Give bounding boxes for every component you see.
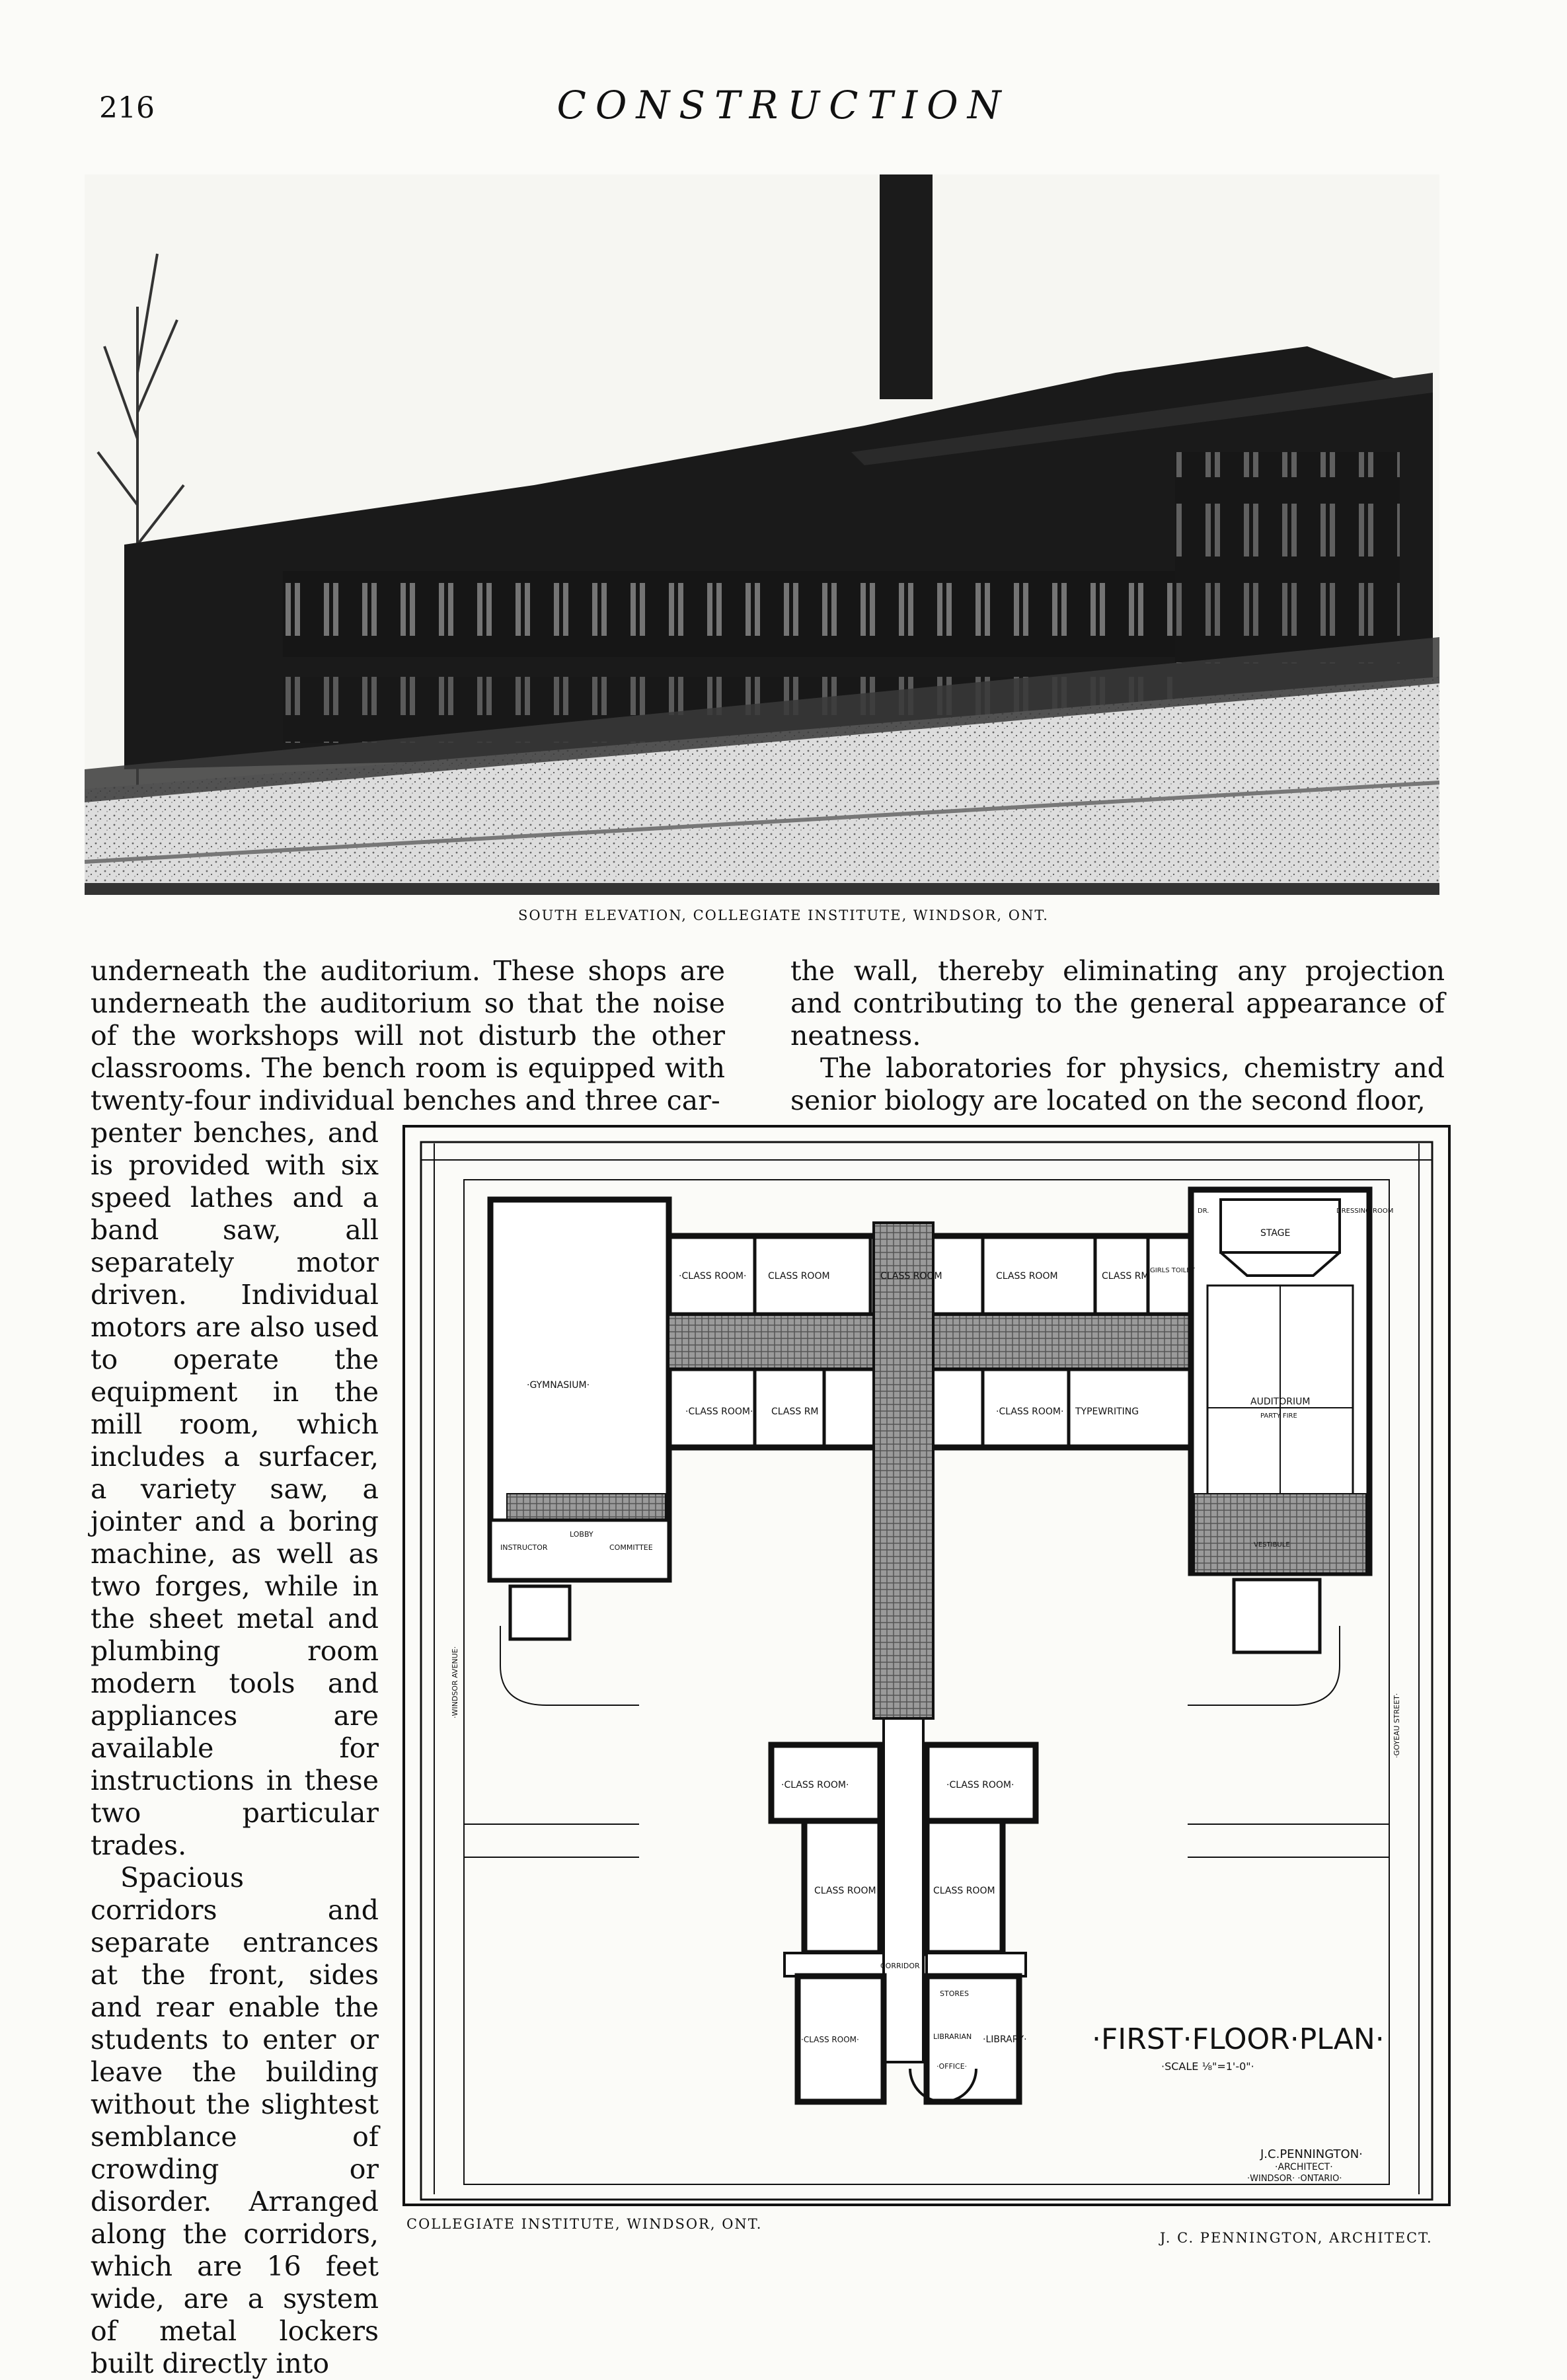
label-instructor: INSTRUCTOR [500, 1543, 548, 1552]
gymnasium-block [490, 1200, 669, 1639]
auditorium-block [1191, 1190, 1369, 1652]
chimney [880, 174, 933, 399]
label-girls-toilet: GIRLS TOILET [1150, 1267, 1195, 1274]
plan-caption-right: J. C. PENNINGTON, ARCHITECT. [1160, 2230, 1433, 2246]
plan-title: ·FIRST·FLOOR·PLAN· [1092, 2022, 1385, 2056]
label-lobby: LOBBY [570, 1530, 593, 1539]
running-head: CONSTRUCTION [556, 83, 1011, 128]
label-class-rm: CLASS RM [1102, 1271, 1149, 1282]
paragraph: underneath the auditorium. These shops are underneath the auditorium so that the noise of the workshops will not disturb the other classrooms. The bench room is equipped with twenty-four individual benches and three car- [91, 955, 725, 1116]
label-auditorium: AUDITORIUM [1250, 1397, 1311, 1407]
label-dressing: DRESSING ROOM [1336, 1208, 1394, 1215]
page-number: 216 [99, 91, 155, 125]
label-auditorium-sub: PARTY FIRE [1260, 1412, 1297, 1420]
first-floor-plan [401, 1124, 1452, 2207]
label-classroom: CLASS ROOM [933, 1886, 995, 1896]
label-street-left: ·WINDSOR AVENUE· [451, 1646, 459, 1718]
article-text-right-top [790, 955, 1445, 1117]
label-office: ·OFFICE· [936, 2062, 968, 2071]
label-classroom: ·CLASS ROOM· [781, 1780, 849, 1790]
label-corridor: CORRIDOR [880, 1962, 920, 1970]
label-classroom: CLASS ROOM [996, 1271, 1058, 1282]
label-street-right: ·GOYEAU STREET· [1393, 1693, 1401, 1758]
label-gymnasium: ·GYMNASIUM· [527, 1380, 590, 1391]
photo-caption: SOUTH ELEVATION, COLLEGIATE INSTITUTE, WINDSOR, ONT. [518, 907, 1049, 923]
plan-scale: ·SCALE ⅛"=1'-0"· [1161, 2060, 1254, 2073]
label-classroom: CLASS ROOM [814, 1886, 876, 1896]
label-classroom: ·CLASS ROOM· [946, 1780, 1014, 1790]
article-text-left-top [91, 955, 725, 1117]
plan-architect-name: J.C.PENNINGTON· [1260, 2147, 1363, 2161]
paragraph: the wall, thereby eliminating any projection and contributing to the general appearance of neatness. [790, 955, 1445, 1052]
paragraph: penter benches, and is provided with six speed lathes and a band saw, all separately motor driven. Individual motors are also used to operate the equipment in the mill room, which includes a surfacer, a variety saw, a jointer and a boring machine, as well as two forges, while in the sheet metal and plumbing room modern tools and appliances are available for instructions in these two particular trades. [91, 1117, 379, 1861]
label-classroom: ·CLASS ROOM· [685, 1406, 753, 1417]
label-classroom: CLASS ROOM [880, 1271, 942, 1282]
label-library: ·LIBRARY· [983, 2034, 1027, 2045]
label-stage: STAGE [1260, 1228, 1291, 1239]
label-librarian: LIBRARIAN [933, 2032, 972, 2041]
paragraph: The laboratories for physics, chemistry and senior biology are located on the second floor, [790, 1052, 1445, 1116]
label-classroom: ·CLASS ROOM· [801, 2035, 859, 2044]
plan-caption-left: COLLEGIATE INSTITUTE, WINDSOR, ONT. [406, 2216, 763, 2232]
plan-architect-city: ·WINDSOR· ·ONTARIO· [1247, 2174, 1342, 2184]
label-vestibule: VESTIBULE [1254, 1541, 1290, 1549]
label-classroom: ·CLASS ROOM· [679, 1271, 747, 1282]
label-dressing-2: DR. [1198, 1208, 1209, 1215]
paragraph: Spacious corridors and separate entrances at the front, sides and rear enable the students to enter or leave the building without the slightest semblance of crowding or disorder. Arranged along the corridors, which are 16 feet wide, are a system of metal lockers built directly into [91, 1862, 379, 2379]
label-typewriting: TYPEWRITING [1075, 1406, 1139, 1417]
label-classroom: CLASS ROOM [768, 1271, 830, 1282]
plan-architect-title: ·ARCHITECT· [1275, 2162, 1333, 2172]
label-classroom: ·CLASS ROOM· [996, 1406, 1064, 1417]
article-text-narrow-column [91, 1117, 379, 2380]
label-committee: COMMITTEE [609, 1543, 653, 1552]
building-photograph [85, 174, 1439, 895]
central-corridor [874, 1223, 933, 1718]
label-class-rm: CLASS RM [771, 1406, 819, 1417]
label-stores: STORES [940, 1989, 969, 1998]
